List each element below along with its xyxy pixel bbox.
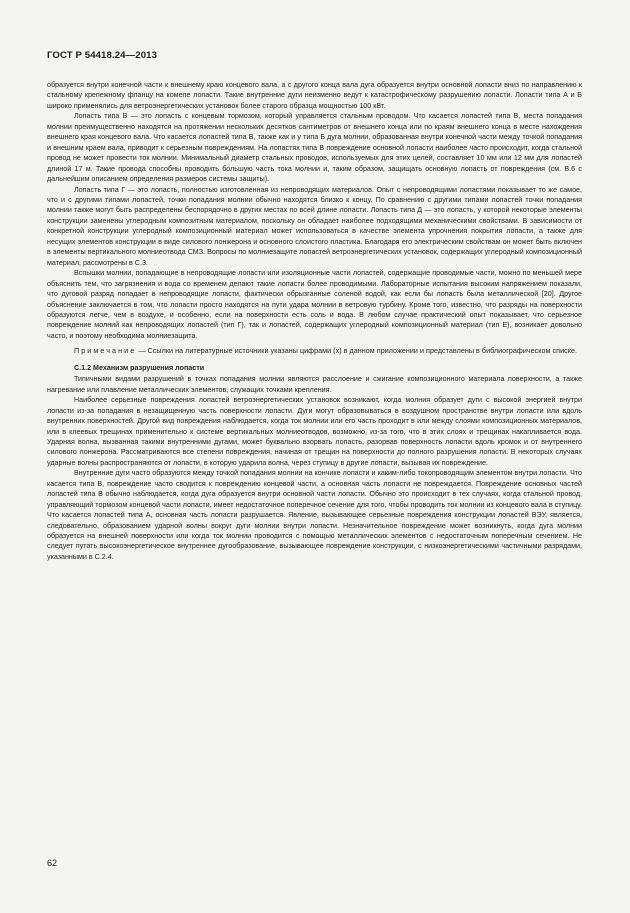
paragraph-blade-type-v: Лопасть типа В — это лопасть с концевым тормозом, который управляется стальным проводом. Что касается лопастей типа В, места попадания молнии преимущественно находятся на протяжении нескольких десятков сантиметров от внешнего конца или по краям внешнего конца в месте нахождения внешнего края концевого вала. Что касается лопастей типа В, также как и у типа Б дуга молнии, образованная внутри конечной части между точкой попадания и внешним краем вала, приводит к серьезным повреждениям. На лопастях типа В повреждение основной лопасти наиболее часто происходит, когда стальной провод не может провести ток молнии. Минимальный диаметр стальных проводов, используемых для этих целей, составляет 10 мм или 12 мм для лопастей длиной 17 м. Такие провода способны проводить большую часть тока молнии и, таким образом, защищать основную лопасть от повреждения (см. В.6 с дальнейшим описанием определения размеров системы защиты). [47, 112, 582, 184]
note [47, 346, 582, 356]
paragraph-blade-type-g: Лопасть типа Г — это лопасть, полностью изготовленная из непроводящих материалов. Опыт с непроводящими лопастями показывает то же самое, что и с другими типами лопастей, точки попадания молнии обычно находятся близко к концу. По сравнению с другими типами лопастей точки попадания молнии также могут быть распределены беспорядочно в других местах по всей длине лопасти. Лопасть типа Д — это лопасть, у которой некоторые элементы конструкции заменены углеродным композитным материалом, поскольку он обладает наиболее подходящими механическими свойствами. В зависимости от конкретной конструкции углеродный композиционный материал может использоваться в качестве элемента упрочнения покрытия лопасти, а также для несущих элементов конструкции в виде силового лонжерона и основного слоистого пластика. Благодаря его электрическим свойствам он может быть включен в элементы вертикального молниеотвода СМЗ. Вопросы по молниезащите лопастей ветроэнергетических установок, содержащих углеродный композиционный материал, рассмотрены в С.3. [47, 185, 582, 267]
note-text: — Ссылки на литературные источники указаны цифрами (х) в данном приложении и представлены в библиографическом списке. [136, 347, 578, 356]
note-label: Примечание [74, 347, 137, 356]
paragraph-damage-types: Типичными видами разрушений в точках попадания молнии являются расслоение и сжигание композиционного материала поверхности, а также нагревание или плавление металлических элементов, служащих точками крепления. [47, 375, 582, 394]
paragraph-continuation: образуется внутри конечной части к внешнему краю концевого вала, а с другого конца вала дуга образуется внутри основной лопасти вниз по направлению к стальному крепежному фланцу на комеле лопасти. Такие внутренние дуги неизменно ведут к катастрофическому разрушению лопасти. Лопасти типа А и Б широко применялись для ветроэнергетических установок более старого образца мощностью 100 кВт. [47, 81, 582, 110]
paragraph-lightning-nonconductive: Вспышки молнии, попадающие в непроводящие лопасти или изоляционные части лопастей, содержащие проводимые части, можно по меньшей мере объяснить тем, что загрязнения и вода со временем делают такие лопасти более проводимыми. Лабораторные испытания высоким напряжением показали, что дуговой разряд попадает в непроводящие лопасти, фактически обрызганные соленой водой, как если бы лопасть была металлической [20]. Другое объяснение заключается в том, что лопасти просто находятся на пути удара молнии в ветровую турбину. Кроме того, известно, что разряды на поверхности образуются легче, чем в воздухе, и особенно, если на поверхности есть соль и вода. В любом случае практический опыт показывает, что серьезное повреждение молний как непроводящих лопастей (тип Г), так и лопастей, содержащих углеродный композиционный материал (тип Е), возникает довольно часто, и поэтому необходима молниезащита. [47, 269, 582, 340]
section-heading: С.1.2 Механизм разрушения лопасти [74, 363, 205, 372]
page-body [47, 80, 582, 562]
paragraph-serious-damage: Наиболее серьезные повреждения лопастей ветроэнергетических установок возникают, когда молния образует дуги с высокой энергией внутри лопасти из-за попадания в незащищенную часть поверхности лопасти. Дуги могут образовываться в воздушном пространстве внутри лопасти или вдоль внутренних поверхностей. Другой вид повреждения наблюдается, когда ток молнии или его часть проходит в или между слоями композиционных материалов, или в клеевых трещинах применительно к системе вертикальных молниеотводов, возможно, из-за того, что в этих слоях и трещинах накапливается вода. Ударная волна, вызванная такими внутренними дугами, может буквально взорвать лопасть, разорвав поверхность лопасти вдоль кромок и от внутреннего силового лонжерона. Рассматриваются все степени повреждения, начиная от трещин на поверхности до полного разрушения лопасти. В некоторых случаях ударные волны распространяются от лопасти, в которую ударила волна, через ступицу в другие лопасти, вызывая их повреждение. [47, 396, 582, 467]
page-number: 62 [47, 858, 58, 868]
paragraph-internal-arcs: Внутренние дуги часто образуются между точкой попадания молнии на кончике лопасти и каким-либо токопроводящим элементом внутри лопасти. Что касается типа В, повреждение часто сводится к повреждению концевой части, а основная часть лопасти не повреждается. Повреждение основных частей лопастей типа В обычно наблюдается, когда дуга образуется внутри основной части лопасти. Обычно это происходит в тех случаях, когда стальной провод, управляющий тормозом концевой части лопасти, имеет недостаточное поперечное сечение для того, чтобы проводить ток молнии из концевого вала в ступицу. Что касается лопастей типа А, основная часть лопасти разрушается. Явление, вызывающее серьезные повреждения конструкции лопастей ВЭУ, является, следовательно, образованием ударной волны вокруг дуги молнии внутри лопасти. Незначительное повреждение может возникнуть, когда дуга молнии образуется на внешней поверхности или когда ток молнии проводится с помощью металлических элементов с недостаточным поперечным сечением. Не следует путать высокоэнергетическое внутреннее дугообразование, вызывающее повреждение конструкции, с низкоэнергетическими частичными разрядами, указанными в С.2.4. [47, 469, 582, 561]
page-header: ГОСТ Р 54418.24—2013 [47, 50, 158, 61]
